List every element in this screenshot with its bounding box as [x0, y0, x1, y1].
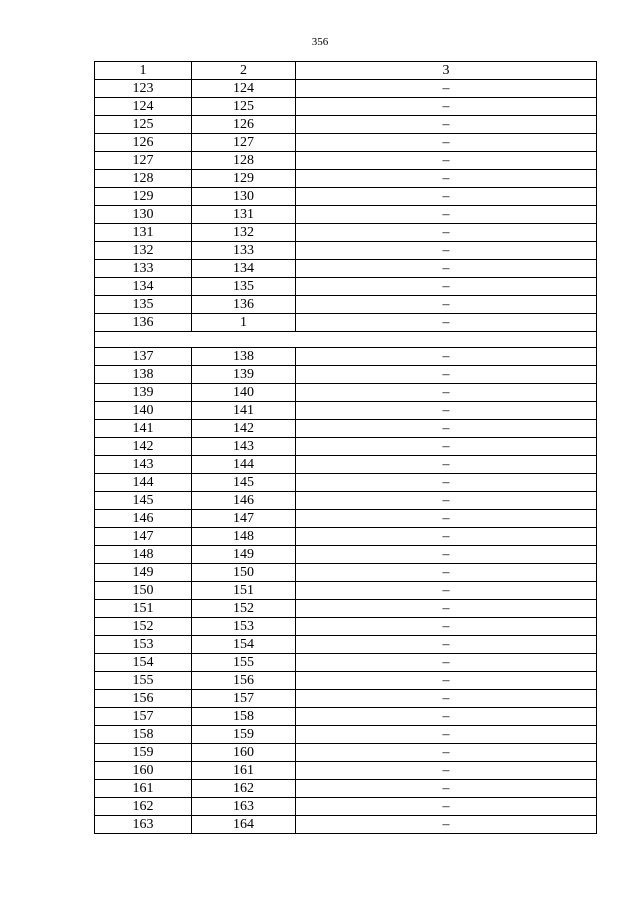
- table-cell-col2: 160: [192, 744, 296, 762]
- table-cell-col1: 142: [95, 438, 192, 456]
- table-cell-col2: 143: [192, 438, 296, 456]
- table-cell-col2: 129: [192, 170, 296, 188]
- table-cell-col1: 152: [95, 618, 192, 636]
- table-row: [95, 170, 597, 188]
- table-row: [95, 654, 597, 672]
- table-row: [95, 384, 597, 402]
- table-row: [95, 134, 597, 152]
- table-row: [95, 80, 597, 98]
- table-cell-col3: –: [296, 690, 597, 708]
- table-row: [95, 690, 597, 708]
- table-row: [95, 242, 597, 260]
- table-cell-col2: 145: [192, 474, 296, 492]
- table-cell-col1: 141: [95, 420, 192, 438]
- table-cell-col2: 156: [192, 672, 296, 690]
- header-row: [95, 62, 597, 80]
- table-cell-col2: 127: [192, 134, 296, 152]
- page-number: 356: [311, 36, 329, 48]
- table-cell-col3: –: [296, 384, 597, 402]
- table-cell-col2: 136: [192, 296, 296, 314]
- table-row: [95, 438, 597, 456]
- table-cell-col1: 139: [95, 384, 192, 402]
- table-cell-col2: 125: [192, 98, 296, 116]
- table-cell-col2: 152: [192, 600, 296, 618]
- table-cell-col1: 160: [95, 762, 192, 780]
- table-cell-col2: 142: [192, 420, 296, 438]
- table-row: [95, 98, 597, 116]
- table-cell-col1: 161: [95, 780, 192, 798]
- table-cell-col3: –: [296, 780, 597, 798]
- table-cell-col2: 139: [192, 366, 296, 384]
- table-cell-col2: 144: [192, 456, 296, 474]
- table-cell-col3: –: [296, 438, 597, 456]
- table-cell-col2: 148: [192, 528, 296, 546]
- table-cell-col1: 143: [95, 456, 192, 474]
- table-cell-col3: –: [296, 618, 597, 636]
- header-cell-3: 3: [296, 62, 597, 80]
- table-cell-col3: –: [296, 582, 597, 600]
- table-cell-col1: 124: [95, 98, 192, 116]
- table-cell-col3: –: [296, 98, 597, 116]
- data-table: [94, 61, 597, 834]
- table-row: [95, 314, 597, 332]
- table-cell-col2: 163: [192, 798, 296, 816]
- table-row: [95, 474, 597, 492]
- table-cell-col2: 1: [192, 314, 296, 332]
- table-cell-col3: –: [296, 296, 597, 314]
- table-cell-col1: 146: [95, 510, 192, 528]
- table-cell-col1: 153: [95, 636, 192, 654]
- table-cell-col1: 130: [95, 206, 192, 224]
- table-cell-col2: 151: [192, 582, 296, 600]
- table-cell-col3: –: [296, 636, 597, 654]
- table-cell-col3: –: [296, 188, 597, 206]
- table-cell-col2: 154: [192, 636, 296, 654]
- table-cell-col3: –: [296, 116, 597, 134]
- table-cell-col1: 136: [95, 314, 192, 332]
- table-cell-col3: –: [296, 278, 597, 296]
- table-cell-col3: –: [296, 260, 597, 278]
- table-cell-col2: 133: [192, 242, 296, 260]
- table-cell-col2: 150: [192, 564, 296, 582]
- table-cell-col3: –: [296, 744, 597, 762]
- table-cell-col2: 157: [192, 690, 296, 708]
- header-cell-2: 2: [192, 62, 296, 80]
- table-cell-col3: –: [296, 816, 597, 834]
- table-cell-col1: 127: [95, 152, 192, 170]
- table-cell-col1: 159: [95, 744, 192, 762]
- table-cell-col1: 148: [95, 546, 192, 564]
- table-cell-col1: 144: [95, 474, 192, 492]
- table-cell-col2: 135: [192, 278, 296, 296]
- table-row: [95, 546, 597, 564]
- section-divider-row: [95, 332, 597, 348]
- table-row: [95, 456, 597, 474]
- table-cell-col3: –: [296, 546, 597, 564]
- table-cell-col2: 130: [192, 188, 296, 206]
- table-cell-col1: 150: [95, 582, 192, 600]
- table-cell-col3: –: [296, 456, 597, 474]
- table-cell-col3: –: [296, 510, 597, 528]
- table-cell-col1: 138: [95, 366, 192, 384]
- table-cell-col2: 140: [192, 384, 296, 402]
- table-cell-col3: –: [296, 672, 597, 690]
- table-cell-col3: –: [296, 152, 597, 170]
- table-cell-col3: –: [296, 492, 597, 510]
- table-cell-col1: 131: [95, 224, 192, 242]
- table-cell-col2: 147: [192, 510, 296, 528]
- table-cell-col3: –: [296, 654, 597, 672]
- table-cell-col3: –: [296, 80, 597, 98]
- table-cell-col1: 147: [95, 528, 192, 546]
- table-cell-col3: –: [296, 798, 597, 816]
- table-cell-col1: 134: [95, 278, 192, 296]
- table-cell-col1: 128: [95, 170, 192, 188]
- table-cell-col3: –: [296, 402, 597, 420]
- table-cell-col3: –: [296, 348, 597, 366]
- table-cell-col1: 157: [95, 708, 192, 726]
- table-cell-col2: 153: [192, 618, 296, 636]
- table-cell-col3: –: [296, 708, 597, 726]
- table-cell-col1: 135: [95, 296, 192, 314]
- table-row: [95, 366, 597, 384]
- table-cell-col1: 163: [95, 816, 192, 834]
- table-cell-col1: 133: [95, 260, 192, 278]
- table-cell-col2: 132: [192, 224, 296, 242]
- table-cell-col1: 137: [95, 348, 192, 366]
- table-cell-col1: 125: [95, 116, 192, 134]
- table-cell-col2: 164: [192, 816, 296, 834]
- table-cell-col1: 151: [95, 600, 192, 618]
- table-row: [95, 600, 597, 618]
- table-row: [95, 188, 597, 206]
- table-cell-col3: –: [296, 564, 597, 582]
- table-cell-col2: 128: [192, 152, 296, 170]
- table-cell-col1: 155: [95, 672, 192, 690]
- table-row: [95, 402, 597, 420]
- table-row: [95, 224, 597, 242]
- table-cell-col3: –: [296, 170, 597, 188]
- table-row: [95, 420, 597, 438]
- table-row: [95, 636, 597, 654]
- table-cell-col1: 140: [95, 402, 192, 420]
- table-cell-col1: 154: [95, 654, 192, 672]
- table-cell-col3: –: [296, 726, 597, 744]
- table-cell-col2: 134: [192, 260, 296, 278]
- header-cell-1: 1: [95, 62, 192, 80]
- table-row: [95, 296, 597, 314]
- table-row: [95, 726, 597, 744]
- table-cell-col3: –: [296, 314, 597, 332]
- table-cell-col2: 146: [192, 492, 296, 510]
- table-cell-col3: –: [296, 206, 597, 224]
- table-cell-col1: 145: [95, 492, 192, 510]
- table-cell-col1: 129: [95, 188, 192, 206]
- table-cell-col1: 123: [95, 80, 192, 98]
- table-row: [95, 260, 597, 278]
- table-cell-col2: 138: [192, 348, 296, 366]
- table-cell-col3: –: [296, 134, 597, 152]
- table-cell-col3: –: [296, 242, 597, 260]
- table-row: [95, 744, 597, 762]
- table-row: [95, 762, 597, 780]
- table-row: [95, 492, 597, 510]
- table-cell-col1: 126: [95, 134, 192, 152]
- table-row: [95, 564, 597, 582]
- table-cell-col3: –: [296, 528, 597, 546]
- table-cell-col3: –: [296, 762, 597, 780]
- table-row: [95, 780, 597, 798]
- table-row: [95, 116, 597, 134]
- table-cell-col2: 161: [192, 762, 296, 780]
- table-cell-col2: 162: [192, 780, 296, 798]
- table-cell-col1: 158: [95, 726, 192, 744]
- table-cell-col3: –: [296, 224, 597, 242]
- table-cell-col3: –: [296, 600, 597, 618]
- table-cell-col3: –: [296, 420, 597, 438]
- table-row: [95, 152, 597, 170]
- table-cell-col1: 156: [95, 690, 192, 708]
- table-row: [95, 528, 597, 546]
- table-cell-col1: 149: [95, 564, 192, 582]
- table-row: [95, 206, 597, 224]
- section-divider-cell: [95, 332, 597, 348]
- table-row: [95, 798, 597, 816]
- table-cell-col2: 159: [192, 726, 296, 744]
- table-row: [95, 510, 597, 528]
- table-row: [95, 708, 597, 726]
- table-row: [95, 672, 597, 690]
- table-cell-col2: 155: [192, 654, 296, 672]
- table-row: [95, 348, 597, 366]
- table-cell-col3: –: [296, 474, 597, 492]
- table-cell-col2: 131: [192, 206, 296, 224]
- table-cell-col3: –: [296, 366, 597, 384]
- table-cell-col2: 124: [192, 80, 296, 98]
- table-row: [95, 816, 597, 834]
- table-cell-col1: 132: [95, 242, 192, 260]
- table-cell-col2: 126: [192, 116, 296, 134]
- table-cell-col1: 162: [95, 798, 192, 816]
- table-cell-col2: 149: [192, 546, 296, 564]
- table-row: [95, 582, 597, 600]
- table-row: [95, 278, 597, 296]
- table-cell-col2: 141: [192, 402, 296, 420]
- table-row: [95, 618, 597, 636]
- table-cell-col2: 158: [192, 708, 296, 726]
